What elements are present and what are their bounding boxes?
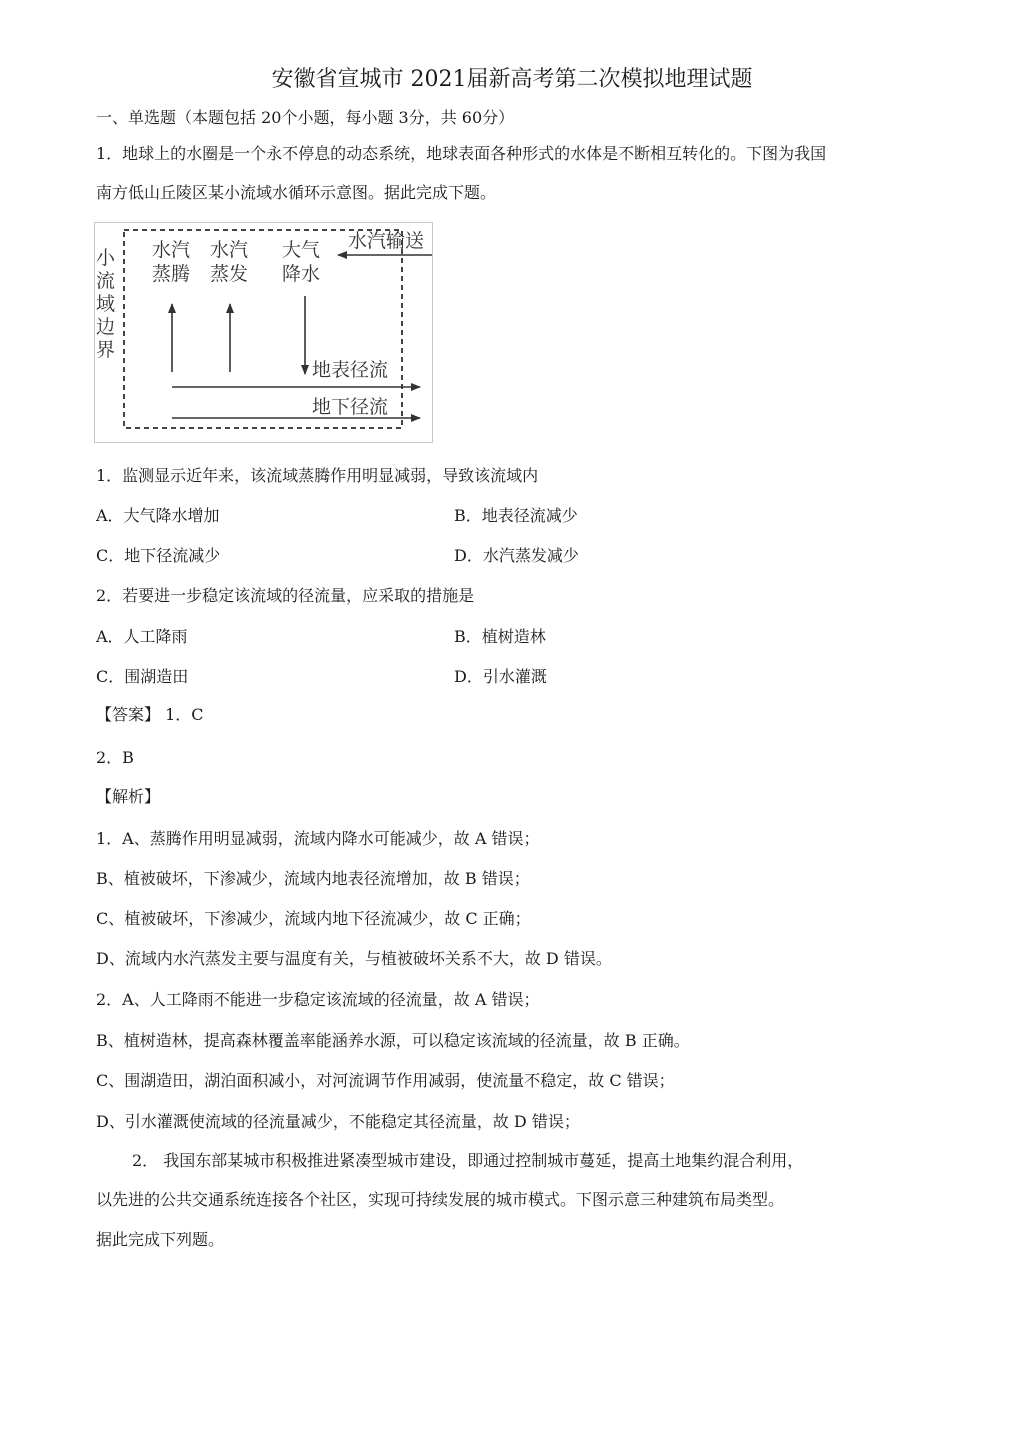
surface-runoff-label: 地表径流 — [312, 359, 389, 381]
boundary-label — [96, 247, 116, 361]
analysis-line: D、流域内水汽蒸发主要与温度有关，与植被破坏关系不大，故 D 错误。 — [96, 949, 612, 968]
water-cycle-diagram — [94, 222, 434, 444]
page-title: 安徽省宣城市 2021届新高考第二次模拟地理试题 — [271, 67, 753, 92]
svg-text:水汽: 水汽 — [152, 239, 191, 261]
svg-text:水汽: 水汽 — [210, 239, 249, 261]
analysis-line: D、引水灌溉使流域的径流量减少，不能稳定其径流量，故 D 错误； — [96, 1112, 580, 1131]
analysis-line: B、植树造林，提高森林覆盖率能涵养水源，可以稳定该流域的径流量，故 B 正确。 — [96, 1031, 690, 1050]
analysis-line: B、植被破坏，下渗减少，流域内地表径流增加，故 B 错误； — [96, 869, 530, 888]
section-heading: 一、单选题（本题包括 20个小题，每小题 3分，共 60分） — [96, 108, 515, 127]
q1-sub1-stem: 1．监测显示近年来，该流域蒸腾作用明显减弱，导致该流域内 — [96, 466, 539, 485]
q1-sub2-option-c: C．围湖造田 — [96, 667, 189, 686]
q1-sub2-option-b: B．植树造林 — [454, 627, 546, 646]
svg-text:小: 小 — [96, 247, 116, 269]
analysis-line: 2．A、人工降雨不能进一步稳定该流域的径流量，故 A 错误； — [96, 990, 540, 1009]
svg-text:流: 流 — [96, 270, 116, 292]
svg-text:边: 边 — [96, 316, 116, 338]
analysis-line: C、植被破坏，下渗减少，流域内地下径流减少，故 C 正确； — [96, 909, 531, 928]
q1-sub1-option-c: C．地下径流减少 — [96, 546, 221, 565]
svg-text:界: 界 — [96, 339, 116, 361]
answer-line-2: 2．B — [96, 748, 134, 767]
svg-text:蒸腾: 蒸腾 — [152, 263, 191, 285]
analysis-label: 【解析】 — [96, 787, 161, 806]
q1-sub2-option-a: A．人工降雨 — [96, 627, 188, 646]
q1-sub1-option-a: A．大气降水增加 — [96, 506, 220, 525]
evaporation-label — [152, 239, 190, 285]
q2-intro-line3: 据此完成下列题。 — [96, 1230, 225, 1249]
transpiration-label — [210, 239, 248, 285]
q1-sub1-option-b: B．地表径流减少 — [454, 506, 578, 525]
q1-intro-line2: 南方低山丘陵区某小流域水循环示意图。据此完成下题。 — [96, 183, 497, 202]
svg-text:蒸发: 蒸发 — [210, 263, 249, 285]
precipitation-label — [282, 239, 320, 285]
svg-text:大气: 大气 — [282, 239, 321, 261]
svg-text:降水: 降水 — [282, 263, 321, 285]
q1-sub1-option-d: D．水汽蒸发减少 — [454, 546, 579, 565]
analysis-line: C、围湖造田，湖泊面积减小，对河流调节作用减弱，使流量不稳定，故 C 错误； — [96, 1071, 675, 1090]
analysis-line: 1．A、蒸腾作用明显减弱，流域内降水可能减少，故 A 错误； — [96, 829, 540, 848]
ground-runoff-label: 地下径流 — [312, 396, 389, 418]
q1-sub2-option-d: D．引水灌溉 — [454, 667, 547, 686]
vapor-transport-label: 水汽输送 — [348, 230, 425, 252]
q1-sub2-stem: 2．若要进一步稳定该流域的径流量，应采取的措施是 — [96, 586, 475, 605]
q1-intro-line1: 1．地球上的水圈是一个永不停息的动态系统，地球表面各种形式的水体是不断相互转化的。下图为我国 — [96, 144, 827, 163]
q2-intro-line2: 以先进的公共交通系统连接各个社区，实现可持续发展的城市模式。下图示意三种建筑布局类型。 — [96, 1190, 785, 1209]
svg-text:域: 域 — [96, 293, 116, 315]
answer-line: 【答案】 1．C — [96, 705, 204, 724]
q2-intro-line1: 2． 我国东部某城市积极推进紧凑型城市建设，即通过控制城市蔓延，提高土地集约混合利用， — [132, 1151, 804, 1170]
